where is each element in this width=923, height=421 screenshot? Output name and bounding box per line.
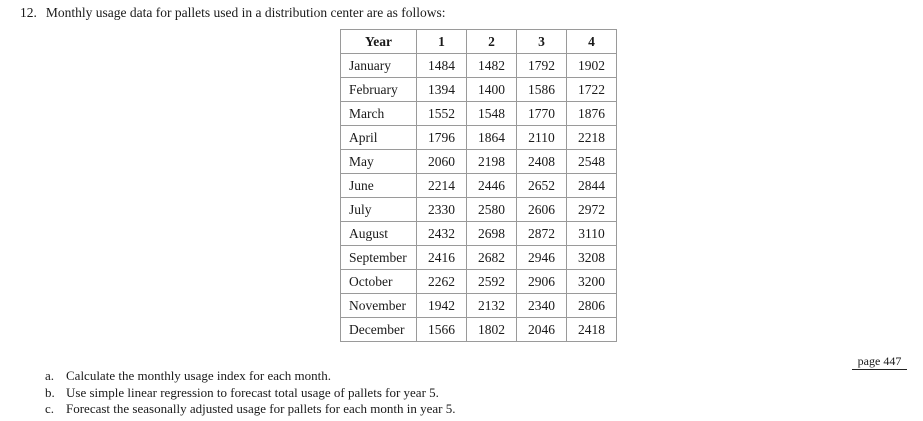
usage-value-cell: 3110 <box>567 222 617 246</box>
usage-value-cell: 2132 <box>467 294 517 318</box>
table-row <box>341 78 617 102</box>
usage-value-cell: 1722 <box>567 78 617 102</box>
usage-value-cell: 2110 <box>517 126 567 150</box>
usage-value-cell: 1864 <box>467 126 517 150</box>
part-text: Calculate the monthly usage index for each month. <box>66 368 331 383</box>
usage-value-cell: 2340 <box>517 294 567 318</box>
usage-value-cell: 2946 <box>517 246 567 270</box>
month-cell: August <box>341 222 417 246</box>
usage-value-cell: 2806 <box>567 294 617 318</box>
question-parts <box>45 368 456 418</box>
previous-text-fragment <box>0 0 923 3</box>
usage-value-cell: 2432 <box>417 222 467 246</box>
month-cell: October <box>341 270 417 294</box>
usage-value-cell: 2262 <box>417 270 467 294</box>
usage-value-cell: 2060 <box>417 150 467 174</box>
usage-value-cell: 1876 <box>567 102 617 126</box>
usage-value-cell: 1484 <box>417 54 467 78</box>
question-number: 12. <box>20 5 37 20</box>
usage-value-cell: 2698 <box>467 222 517 246</box>
usage-value-cell: 1902 <box>567 54 617 78</box>
part-letter: a. <box>45 368 55 383</box>
usage-value-cell: 1796 <box>417 126 467 150</box>
usage-value-cell: 1400 <box>467 78 517 102</box>
usage-value-cell: 2214 <box>417 174 467 198</box>
question-part <box>45 401 456 418</box>
month-cell: September <box>341 246 417 270</box>
usage-value-cell: 1942 <box>417 294 467 318</box>
part-letter: b. <box>45 384 55 400</box>
table-row <box>341 318 617 342</box>
part-text: Forecast the seasonally adjusted usage for pallets for each month in year 5. <box>66 401 456 416</box>
usage-value-cell: 2606 <box>517 198 567 222</box>
month-cell: July <box>341 198 417 222</box>
usage-value-cell: 2906 <box>517 270 567 294</box>
table-row <box>341 270 617 294</box>
month-cell: June <box>341 174 417 198</box>
year-4-header: 4 <box>567 30 617 54</box>
pallet-usage-table <box>340 29 617 342</box>
usage-value-cell: 2418 <box>567 318 617 342</box>
usage-value-cell: 2972 <box>567 198 617 222</box>
usage-value-cell: 2218 <box>567 126 617 150</box>
usage-value-cell: 1482 <box>467 54 517 78</box>
month-cell: November <box>341 294 417 318</box>
table-row <box>341 246 617 270</box>
usage-value-cell: 2872 <box>517 222 567 246</box>
usage-value-cell: 1770 <box>517 102 567 126</box>
month-cell: April <box>341 126 417 150</box>
usage-value-cell: 2548 <box>567 150 617 174</box>
usage-value-cell: 2580 <box>467 198 517 222</box>
table-row <box>341 150 617 174</box>
usage-value-cell: 1792 <box>517 54 567 78</box>
usage-value-cell: 3200 <box>567 270 617 294</box>
usage-value-cell: 2652 <box>517 174 567 198</box>
year-2-header: 2 <box>467 30 517 54</box>
usage-value-cell: 1586 <box>517 78 567 102</box>
year-3-header: 3 <box>517 30 567 54</box>
month-cell: February <box>341 78 417 102</box>
usage-value-cell: 2046 <box>517 318 567 342</box>
table-row <box>341 102 617 126</box>
usage-value-cell: 1552 <box>417 102 467 126</box>
part-text: Use simple linear regression to forecast total usage of pallets for year 5. <box>66 384 439 400</box>
usage-value-cell: 2592 <box>467 270 517 294</box>
question-part <box>45 368 456 385</box>
usage-value-cell: 2330 <box>417 198 467 222</box>
part-letter: c. <box>45 401 55 416</box>
month-cell: March <box>341 102 417 126</box>
usage-value-cell: 1566 <box>417 318 467 342</box>
usage-value-cell: 2682 <box>467 246 517 270</box>
usage-value-cell: 1548 <box>467 102 517 126</box>
table-body <box>341 54 617 342</box>
usage-value-cell: 2446 <box>467 174 517 198</box>
page-reference: page 447 <box>852 354 907 370</box>
year-header: Year <box>341 30 417 54</box>
table-row <box>341 174 617 198</box>
table-row <box>341 198 617 222</box>
year-1-header: 1 <box>417 30 467 54</box>
usage-value-cell: 2416 <box>417 246 467 270</box>
usage-value-cell: 1802 <box>467 318 517 342</box>
table-row <box>341 54 617 78</box>
table-row <box>341 222 617 246</box>
table-row <box>341 294 617 318</box>
question-part <box>45 385 456 402</box>
question-12 <box>20 5 446 21</box>
table-row <box>341 126 617 150</box>
usage-value-cell: 1394 <box>417 78 467 102</box>
month-cell: December <box>341 318 417 342</box>
month-cell: May <box>341 150 417 174</box>
usage-value-cell: 3208 <box>567 246 617 270</box>
table-header-row <box>341 30 617 54</box>
question-text: Monthly usage data for pallets used in a distribution center are as follows: <box>45 5 446 20</box>
usage-value-cell: 2408 <box>517 150 567 174</box>
usage-value-cell: 2844 <box>567 174 617 198</box>
usage-value-cell: 2198 <box>467 150 517 174</box>
month-cell: January <box>341 54 417 78</box>
